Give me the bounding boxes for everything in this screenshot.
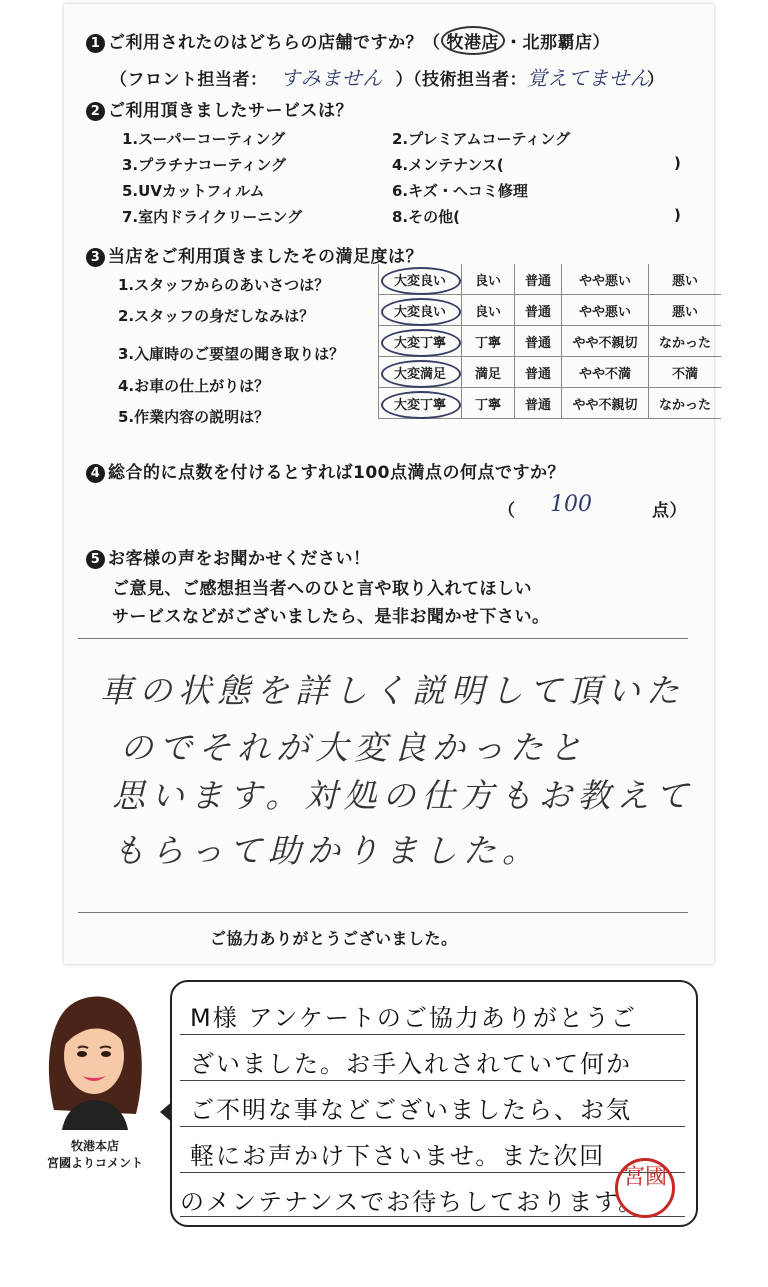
front-label: （フロント担当者： <box>110 70 268 90</box>
rating-grid <box>378 264 721 419</box>
service-option: 8.その他( <box>392 208 460 226</box>
divider <box>78 912 688 913</box>
staff-caption-store: 牧港本店 <box>70 1139 119 1153</box>
score-unit: 点） <box>652 501 687 521</box>
rating-choice: 普通 <box>515 357 562 388</box>
rating-row <box>379 326 722 357</box>
rating-choice: 良い <box>462 264 515 295</box>
rating-choice-selected <box>379 295 462 326</box>
reply-line: のメンテナンスでお待ちしております。 <box>180 1188 645 1216</box>
rating-choice: 普通 <box>515 326 562 357</box>
q4-question: 総合的に点数を付けるとすれば100点満点の何点ですか？ <box>108 463 565 483</box>
reply-line: ご不明な事などございましたら、お気 <box>190 1096 632 1124</box>
comment-line: のでそれが大変良かったと <box>120 728 588 767</box>
q3-line <box>86 242 423 267</box>
selection-circle <box>381 329 461 357</box>
selection-circle <box>381 267 461 295</box>
choice-label: 大変良い <box>393 273 446 289</box>
rating-choice: 満足 <box>462 357 515 388</box>
bubble-rule <box>180 1034 685 1035</box>
reply-line: M様 アンケートのご協力ありがとうご <box>190 1004 637 1032</box>
rating-row <box>379 264 722 295</box>
choice-label: 大変丁寧 <box>393 397 446 413</box>
q5-line <box>86 544 371 569</box>
bubble-rule <box>180 1080 685 1081</box>
rating-row <box>379 295 722 326</box>
service-option: 6.キズ・ヘコミ修理 <box>392 182 528 200</box>
rating-choice: 悪い <box>649 264 722 295</box>
store-selected: 牧港店 <box>441 26 506 55</box>
rating-choice: 普通 <box>515 388 562 419</box>
rating-choice: やや悪い <box>562 295 649 326</box>
reply-line: 軽にお声かけ下さいませ。また次回 <box>190 1142 606 1170</box>
rating-choice: なかった <box>649 326 722 357</box>
choice-label: 大変良い <box>393 304 446 320</box>
q1-question: ご利用されたのはどちらの店舗ですか？（ <box>108 33 441 53</box>
rating-choice-selected <box>379 357 462 388</box>
rating-choice: 丁寧 <box>462 388 515 419</box>
q3-question: 当店をご利用頂きましたその満足度は？ <box>108 247 423 267</box>
front-value: すみません <box>280 66 383 90</box>
selection-circle <box>381 298 461 326</box>
rating-choice-selected <box>379 264 462 295</box>
rating-item: 3.入庫時のご要望の聞き取りは？ <box>118 345 345 363</box>
q1-number: 1 <box>86 34 105 53</box>
paren-close: ) <box>674 154 681 172</box>
q5-question: お客様の声をお聞かせください！ <box>108 549 371 569</box>
rating-choice: やや悪い <box>562 264 649 295</box>
score-open: （ <box>498 501 516 521</box>
tech-label: ）（技術担当者： <box>395 70 527 90</box>
rating-item: 1.スタッフからのあいさつは？ <box>118 276 330 294</box>
comment-line: もらって助かりました。 <box>112 831 541 870</box>
q2-line <box>86 96 353 121</box>
rating-choice: 普通 <box>515 264 562 295</box>
q1-close: ） <box>592 33 610 53</box>
tech-value: 覚えてません <box>527 66 650 90</box>
paren-close: ) <box>674 206 681 224</box>
rating-choice: やや不親切 <box>562 388 649 419</box>
q3-number: 3 <box>86 248 105 267</box>
rating-choice: 不満 <box>649 357 722 388</box>
q5-number: 5 <box>86 550 105 569</box>
selection-circle <box>381 391 461 419</box>
rating-choice: なかった <box>649 388 722 419</box>
thanks-text: ご協力ありがとうございました。 <box>210 929 458 948</box>
q5-instruction: ご意見、ご感想担当者へのひと言や取り入れてほしい <box>112 579 532 599</box>
rating-choice: 悪い <box>649 295 722 326</box>
rating-choice: 良い <box>462 295 515 326</box>
q5-instruction: サービスなどがございましたら、是非お聞かせ下さい。 <box>112 607 550 627</box>
service-option: 2.プレミアムコーティング <box>392 130 570 148</box>
staff-line <box>110 62 665 91</box>
store-other: 北那覇店 <box>522 33 593 53</box>
name-stamp: 宮國 <box>615 1158 675 1218</box>
bubble-rule <box>180 1126 685 1127</box>
score-value: 100 <box>550 492 592 517</box>
rating-choice-selected <box>379 326 462 357</box>
service-option: 1.スーパーコーティング <box>122 130 286 148</box>
service-option: 5.UVカットフィルム <box>122 182 265 200</box>
selection-circle <box>381 360 461 388</box>
comment-line: 車の状態を詳しく説明して頂いた <box>100 671 685 710</box>
choice-label: 大変満足 <box>393 366 446 382</box>
bubble-rule <box>180 1172 685 1173</box>
rating-choice: 普通 <box>515 295 562 326</box>
service-option: 3.プラチナコーティング <box>122 156 287 174</box>
q2-number: 2 <box>86 102 105 121</box>
q4-number: 4 <box>86 464 105 483</box>
rating-row <box>379 357 722 388</box>
tech-close: ） <box>647 70 665 90</box>
rating-choice: やや不満 <box>562 357 649 388</box>
rating-choice: 丁寧 <box>462 326 515 357</box>
divider <box>78 638 688 639</box>
rating-row <box>379 388 722 419</box>
service-option: 4.メンテナンス( <box>392 156 504 174</box>
choice-label: 大変丁寧 <box>393 335 446 351</box>
rating-choice-selected <box>379 388 462 419</box>
staff-caption-name: 宮國よりコメント <box>46 1156 143 1170</box>
rating-item: 4.お車の仕上がりは？ <box>118 377 270 395</box>
q1-line <box>86 26 610 55</box>
q2-question: ご利用頂きましたサービスは？ <box>108 101 353 121</box>
service-option: 7.室内ドライクリーニング <box>122 208 303 226</box>
rating-item: 5.作業内容の説明は？ <box>118 408 270 426</box>
store-separator: ・ <box>505 33 523 53</box>
reply-line: ざいました。お手入れされていて何か <box>190 1050 632 1078</box>
comment-line: 思います。対処の仕方もお教えて <box>112 776 695 815</box>
staff-avatar <box>42 990 146 1130</box>
q4-line <box>86 458 565 483</box>
rating-choice: やや不親切 <box>562 326 649 357</box>
rating-item: 2.スタッフの身だしなみは？ <box>118 307 315 325</box>
